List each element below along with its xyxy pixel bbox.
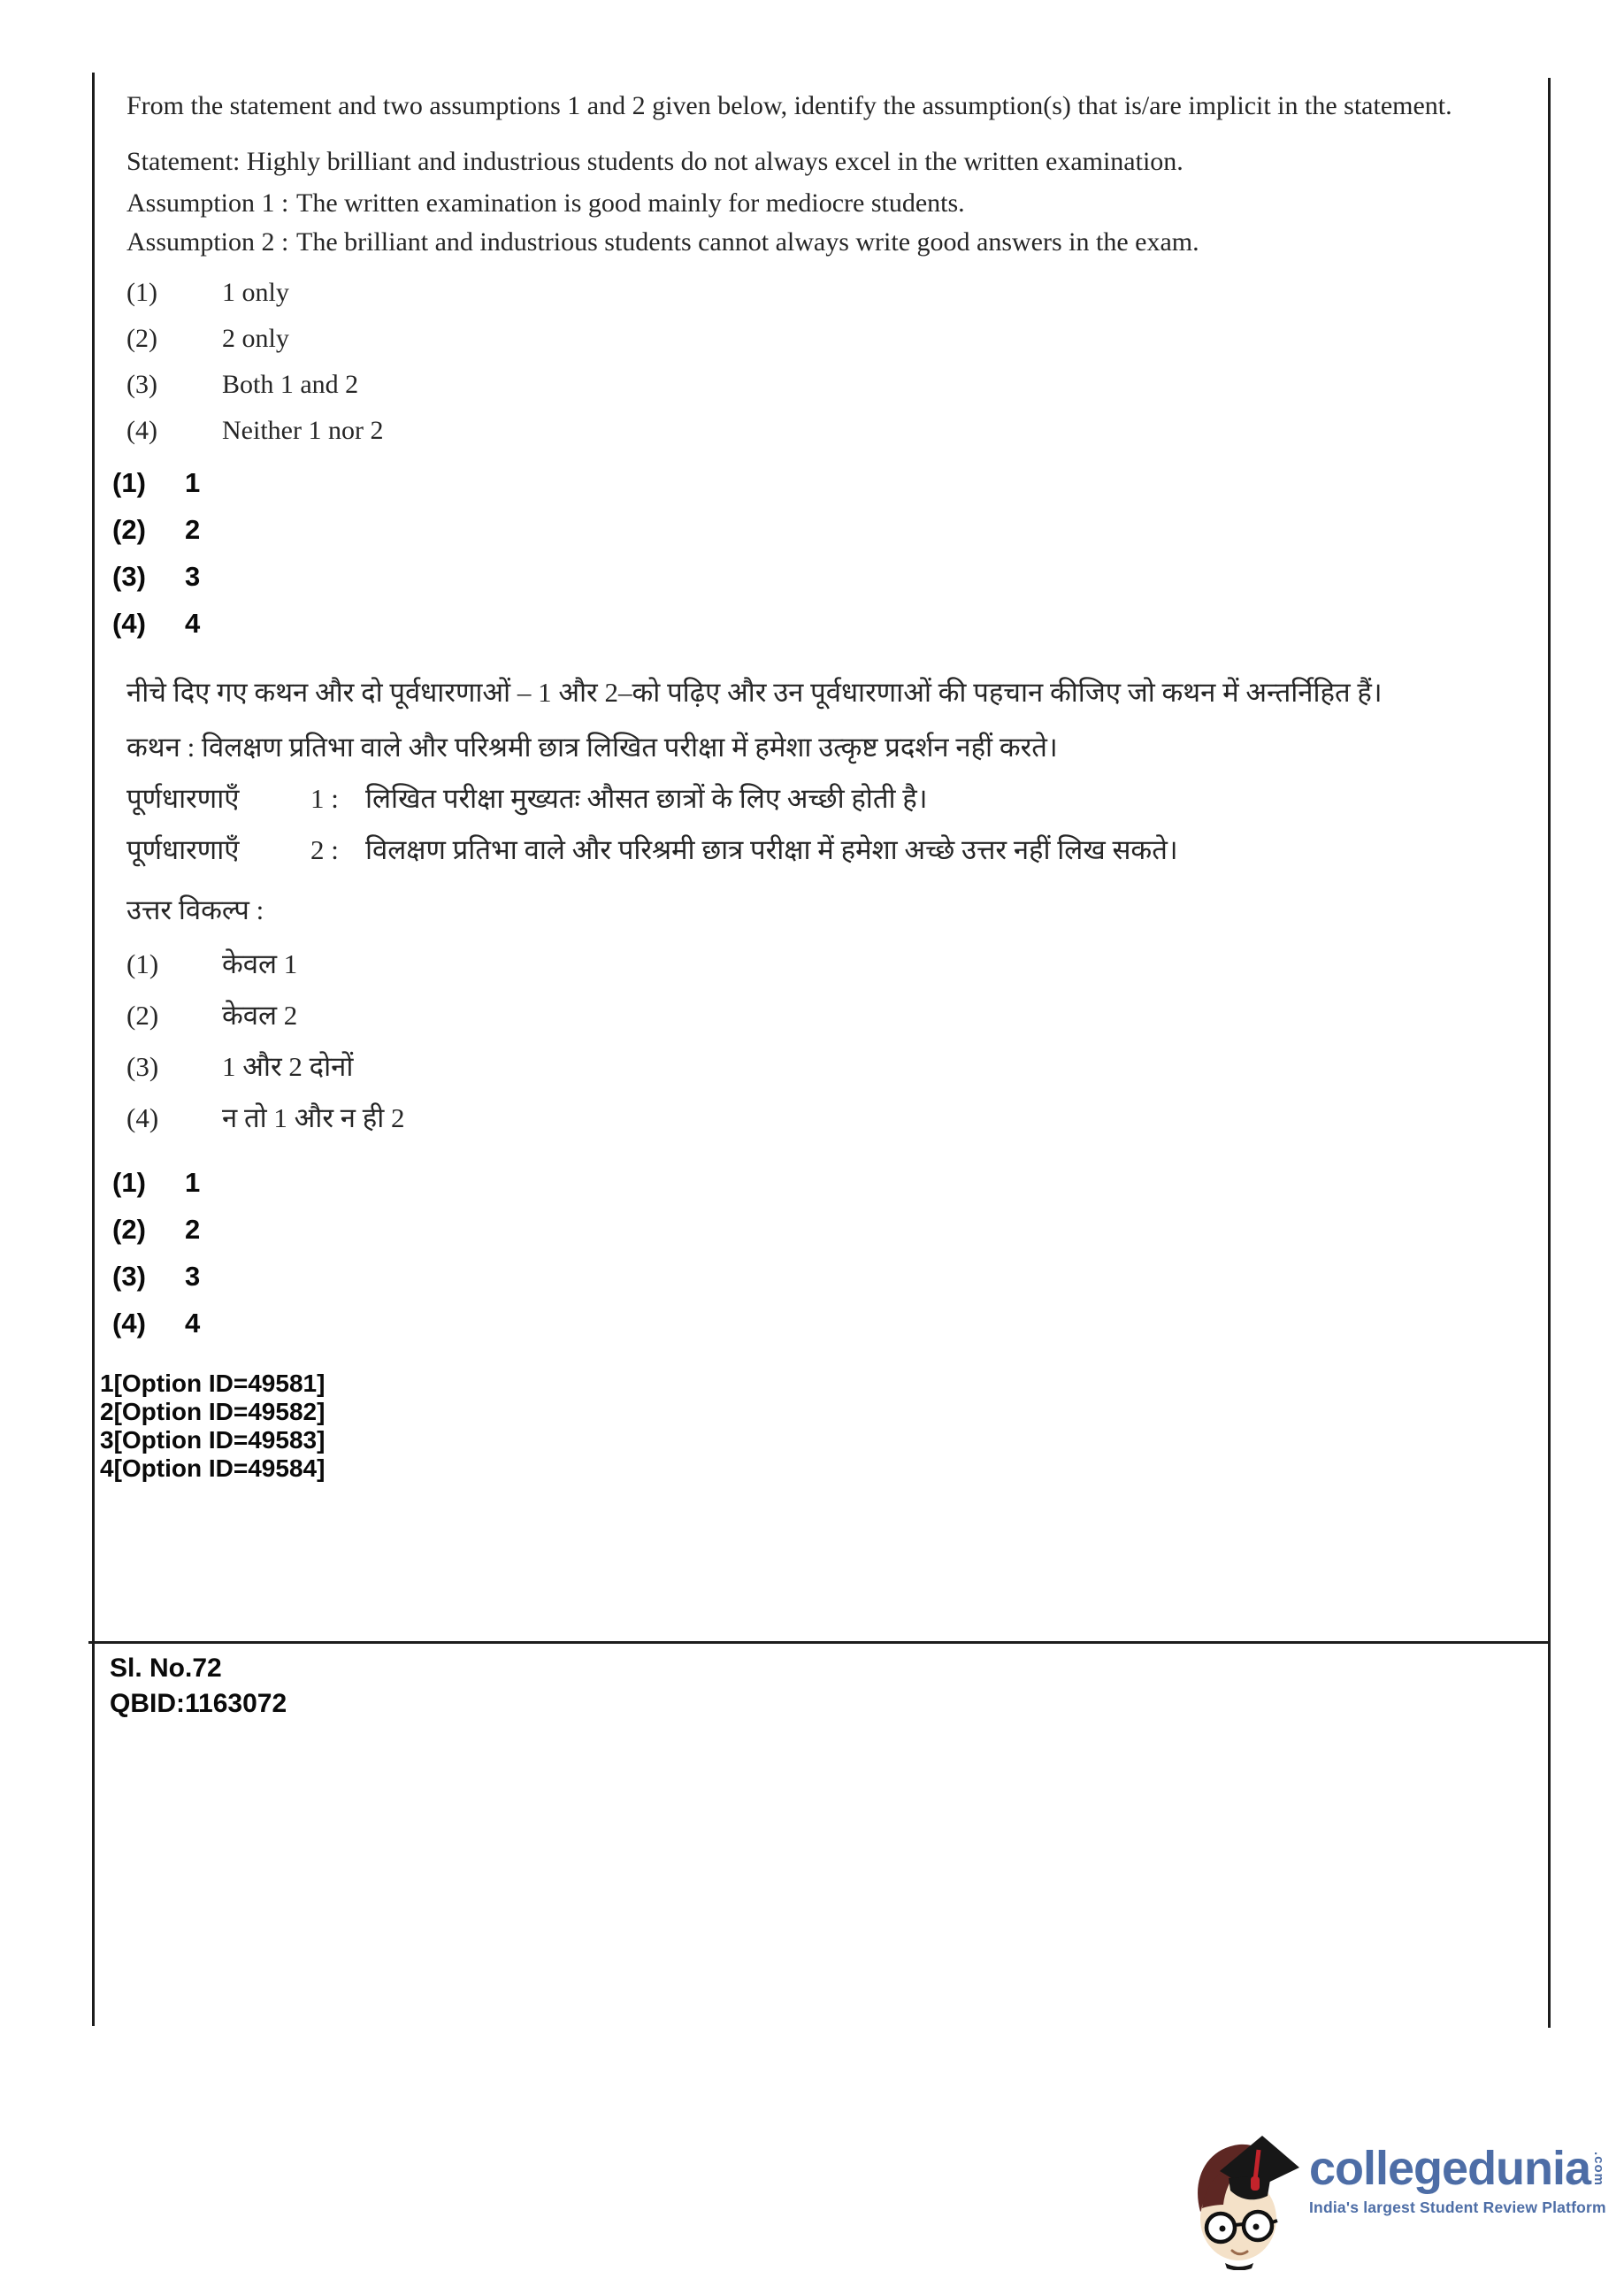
hindi-assumption-2-text: विलक्षण प्रतिभा वाले और परिश्रमी छात्र परीक्षा में हमेशा अच्छे उत्तर नहीं लिख सकते। — [365, 834, 1178, 865]
option-id-line-4: 4[Option ID=49584] — [100, 1454, 326, 1482]
assumption-2-label: Assumption 2 : — [126, 227, 289, 257]
answer-list2-1-row — [112, 1165, 1516, 1201]
option-2-number: (2) — [126, 324, 157, 353]
answer-3-value: 3 — [185, 561, 201, 592]
hindi-option-1-number: (1) — [126, 948, 159, 979]
answer-list2-4-value: 4 — [185, 1308, 201, 1339]
answer-4-number: (4) — [112, 608, 146, 639]
hindi-option-2-number: (2) — [126, 1000, 159, 1031]
hindi-assumption-1-number: 1 : — [310, 783, 339, 814]
answer-1-number: (1) — [112, 467, 146, 498]
option-id-block — [100, 1370, 1516, 1483]
answer-list2-3-value: 3 — [185, 1261, 201, 1292]
answer-list2-3-number: (3) — [112, 1261, 146, 1292]
statement-en: Statement: Highly brilliant and industrious students do not always excel in the written examination. — [126, 147, 1184, 176]
hindi-option-3-number: (3) — [126, 1051, 159, 1082]
hindi-assumption-2-row — [126, 827, 1516, 873]
answer-3-number: (3) — [112, 561, 146, 592]
option-4-text: Neither 1 nor 2 — [222, 416, 384, 445]
option-row-1 — [126, 274, 1516, 311]
answer-1-value: 1 — [185, 467, 201, 498]
option-id-line-1: 1[Option ID=49581] — [100, 1370, 326, 1397]
hindi-assumption-1-row — [126, 776, 1516, 822]
answer-4-value: 4 — [185, 608, 201, 639]
answer-2-number: (2) — [112, 514, 146, 545]
hindi-option-row-1 — [126, 944, 1516, 985]
option-1-text: 1 only — [222, 278, 289, 307]
answer-list2-1-value: 1 — [185, 1167, 201, 1198]
hindi-option-row-3 — [126, 1047, 1516, 1087]
serial-number: Sl. No.72 — [110, 1654, 222, 1683]
brand-tld: .com — [1591, 2152, 1607, 2187]
hindi-option-row-4 — [126, 1098, 1516, 1139]
answer-list2-4-row — [112, 1306, 1516, 1341]
assumption-1-label: Assumption 1 : — [126, 188, 289, 218]
answer-2-value: 2 — [185, 514, 201, 545]
answer-list2-2-number: (2) — [112, 1214, 146, 1245]
hindi-options-heading: उत्तर विकल्प : — [126, 894, 264, 925]
answer-list2-4-number: (4) — [112, 1308, 146, 1339]
hindi-option-3-text: 1 और 2 दोनों — [222, 1051, 354, 1082]
question-meta-row — [110, 1651, 287, 1722]
brand-tagline: India's largest Student Review Platform — [1309, 2198, 1606, 2216]
hindi-option-1-text: केवल 1 — [222, 948, 298, 979]
answer-3-row — [112, 559, 1516, 595]
option-row-2 — [126, 320, 1516, 357]
option-row-3 — [126, 366, 1516, 403]
assumption-1-row — [126, 184, 1516, 223]
answer-list2-3-row — [112, 1259, 1516, 1294]
collegedunia-logo — [1187, 2130, 1606, 2270]
answer-list-1 — [112, 465, 1516, 641]
hindi-option-4-text: न तो 1 और न ही 2 — [222, 1102, 405, 1133]
hindi-assumption-1-label: पूर्णधारणाएँ — [126, 783, 240, 814]
option-3-text: Both 1 and 2 — [222, 370, 359, 399]
option-row-4 — [126, 412, 1516, 449]
hindi-option-row-2 — [126, 995, 1516, 1036]
option-id-line-2: 2[Option ID=49582] — [100, 1398, 326, 1425]
answer-list2-2-value: 2 — [185, 1214, 201, 1245]
qbid: QBID:1163072 — [110, 1689, 287, 1718]
student-mascot-icon — [1187, 2130, 1304, 2270]
statement-hi: कथन : विलक्षण प्रतिभा वाले और परिश्रमी छात्र लिखित परीक्षा में हमेशा उत्कृष्ट प्रदर्शन नहीं करते। — [126, 732, 1058, 763]
hindi-assumption-2-number: 2 : — [310, 834, 339, 865]
hindi-option-4-number: (4) — [126, 1102, 159, 1133]
question-cell — [92, 73, 1550, 1483]
answer-4-row — [112, 606, 1516, 641]
option-id-line-3: 3[Option ID=49583] — [100, 1426, 326, 1454]
option-4-number: (4) — [126, 416, 157, 445]
assumption-2-text: The brilliant and industrious students cannot always write good answers in the exam. — [296, 227, 1199, 257]
answer-list2-2-row — [112, 1212, 1516, 1247]
answer-list2-1-number: (1) — [112, 1167, 146, 1198]
assumption-1-text: The written examination is good mainly for mediocre students. — [296, 188, 965, 218]
option-2-text: 2 only — [222, 324, 289, 353]
hindi-assumption-1-text: लिखित परीक्षा मुख्यतः औसत छात्रों के लिए अच्छी होती है। — [365, 783, 928, 814]
answer-list-2 — [112, 1165, 1516, 1341]
hindi-option-2-text: केवल 2 — [222, 1000, 298, 1031]
answer-1-row — [112, 465, 1516, 501]
question-intro-hi: नीचे दिए गए कथन और दो पूर्वधारणाओं – 1 और 2–को पढ़िए और उन पूर्वधारणाओं की पहचान कीजिए जो कथन में अन्तर्निहित हैं। — [126, 677, 1383, 708]
options-hi — [126, 944, 1516, 1139]
hindi-assumption-2-label: पूर्णधारणाएँ — [126, 834, 240, 865]
option-1-number: (1) — [126, 278, 157, 307]
logo-text-block — [1309, 2143, 1606, 2217]
brand-name: collegedunia — [1309, 2142, 1591, 2195]
assumption-2-row — [126, 223, 1516, 262]
option-3-number: (3) — [126, 370, 157, 399]
row-divider-line — [88, 1641, 1551, 1644]
answer-2-row — [112, 512, 1516, 548]
question-intro-en: From the statement and two assumptions 1 and 2 given below, identify the assumption(s) that is/are implicit in the statement. — [126, 91, 1452, 120]
options-en — [126, 274, 1516, 449]
